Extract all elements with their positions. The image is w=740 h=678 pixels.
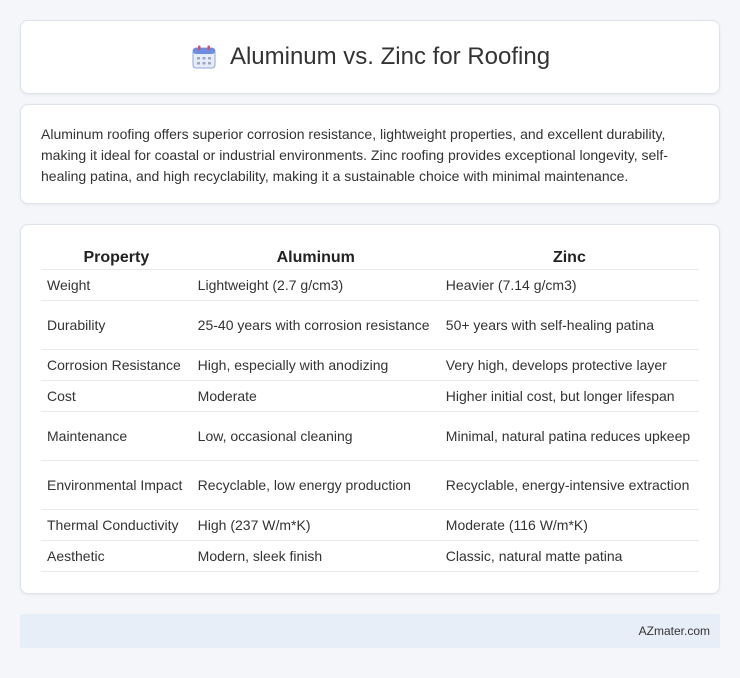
zinc-cell: Higher initial cost, but longer lifespan [440, 381, 699, 412]
property-cell: Aesthetic [41, 541, 192, 572]
property-cell: Maintenance [41, 412, 192, 461]
aluminum-cell: Moderate [192, 381, 440, 412]
zinc-cell: Recyclable, energy-intensive extraction [440, 461, 699, 510]
footer [20, 614, 720, 648]
zinc-cell: Very high, develops protective layer [440, 350, 699, 381]
table-row [41, 350, 699, 381]
aluminum-cell: High, especially with anodizing [192, 350, 440, 381]
table-row [41, 301, 699, 350]
table-row [41, 412, 699, 461]
table-row [41, 270, 699, 301]
table-row [41, 381, 699, 412]
table-row [41, 461, 699, 510]
table-row [41, 541, 699, 572]
property-cell: Thermal Conductivity [41, 510, 192, 541]
header-property: Property [41, 243, 192, 270]
calendar-icon [190, 43, 218, 71]
title-bar [190, 43, 550, 71]
property-cell: Cost [41, 381, 192, 412]
footer-brand[interactable]: AZmater.com [638, 624, 710, 638]
aluminum-cell: 25-40 years with corrosion resistance [192, 301, 440, 350]
aluminum-cell: Lightweight (2.7 g/cm3) [192, 270, 440, 301]
aluminum-cell: Modern, sleek finish [192, 541, 440, 572]
comparison-table [41, 243, 699, 572]
property-cell: Environmental Impact [41, 461, 192, 510]
aluminum-cell: Recyclable, low energy production [192, 461, 440, 510]
title-card [20, 20, 720, 94]
zinc-cell: Moderate (116 W/m*K) [440, 510, 699, 541]
table-row [41, 510, 699, 541]
property-cell: Corrosion Resistance [41, 350, 192, 381]
property-cell: Weight [41, 270, 192, 301]
intro-paragraph: Aluminum roofing offers superior corrosion resistance, lightweight properties, and excellent durability, making it ideal for coastal or industrial environments. Zinc roofing provides exceptional longevity, self-healing patina, and high recyclability, making it a sustainable choice with minimal maintenance. [41, 126, 668, 184]
comparison-card [20, 224, 720, 594]
aluminum-cell: Low, occasional cleaning [192, 412, 440, 461]
zinc-cell: Heavier (7.14 g/cm3) [440, 270, 699, 301]
header-aluminum: Aluminum [192, 243, 440, 270]
header-zinc: Zinc [440, 243, 699, 270]
aluminum-cell: High (237 W/m*K) [192, 510, 440, 541]
table-header-row [41, 243, 699, 270]
zinc-cell: 50+ years with self-healing patina [440, 301, 699, 350]
zinc-cell: Classic, natural matte patina [440, 541, 699, 572]
page-title: Aluminum vs. Zinc for Roofing [229, 43, 551, 70]
intro-card [20, 104, 720, 204]
zinc-cell: Minimal, natural patina reduces upkeep [440, 412, 699, 461]
property-cell: Durability [41, 301, 192, 350]
